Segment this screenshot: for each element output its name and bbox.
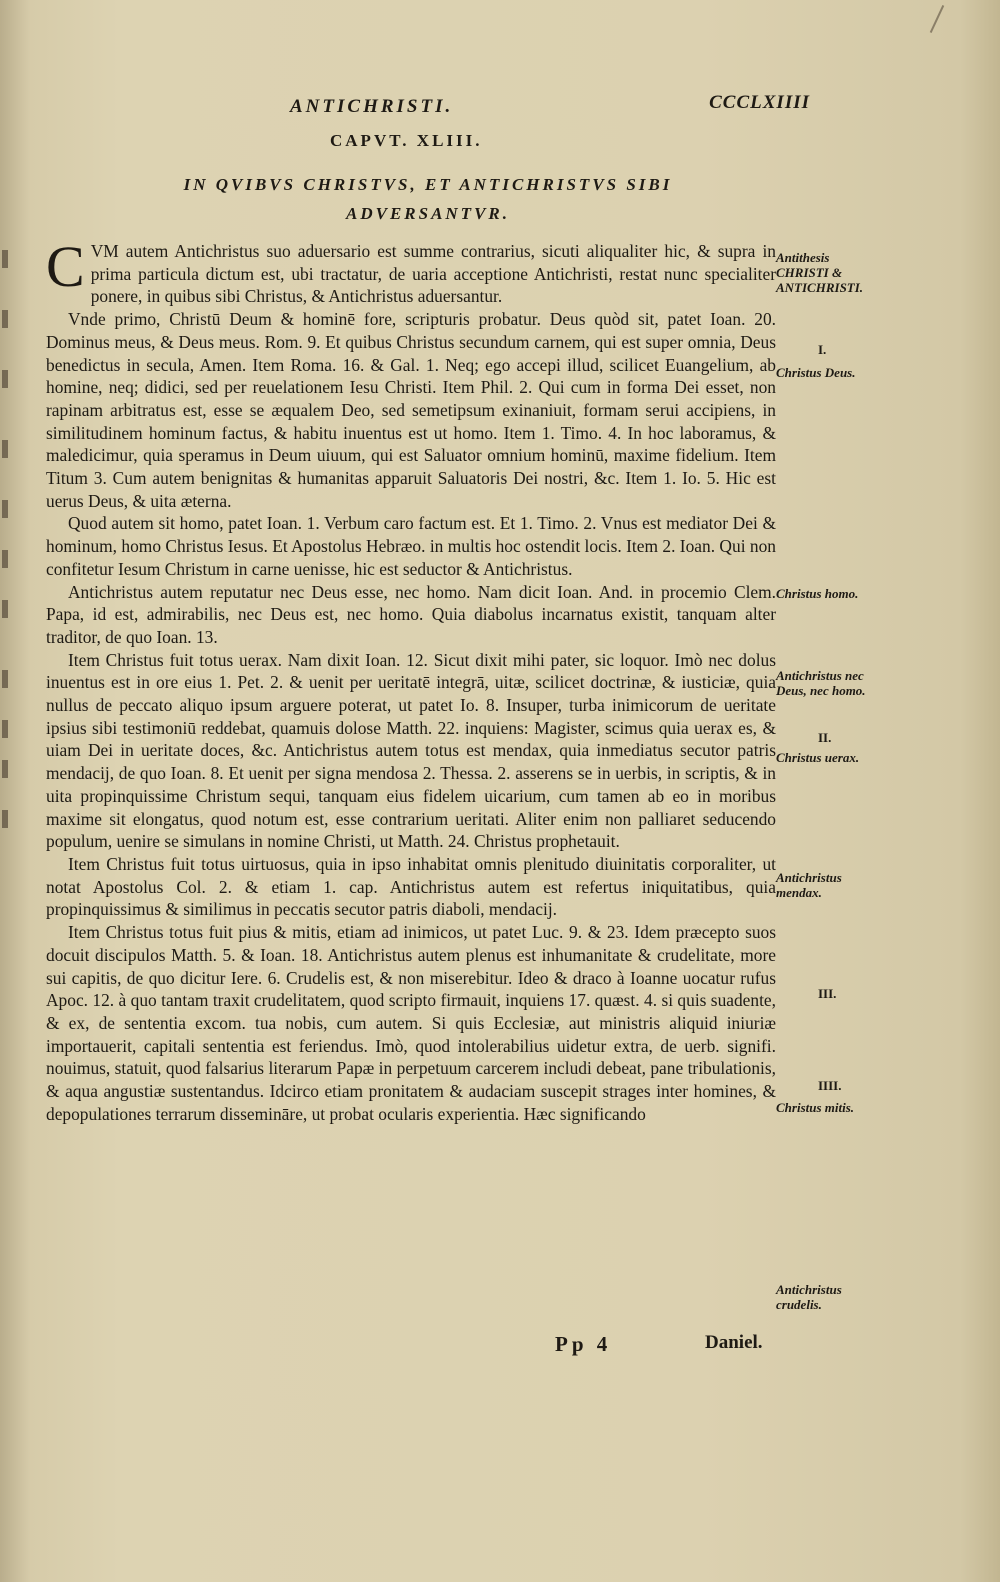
paragraph: Item Christus totus fuit pius & mitis, etiam ad inimicos, ut patet Luc. 9. & 23. Idem præcepto suos docuit discipulos Matth. 5. & Ioan. 18. Antichristus autem plenus est inhumanitate & crudelitate, more sui capitis, de quo dicitur Iere. 6. Crudelis est, & non miserebitur. Ideo & draco à Ioanne uocatur rufus Apoc. 12. à quo tantam traxit crudelitatem, quod scripto firmauit, inquiens 17. quæst. 4. si quis suadente, & ex, de sententia excom. tua nobis, cum autem. Si quis Ecclesiæ, aut ministris aliquid iniuriæ importauerit, capitali sententia est feriendus. Imò, quod intolerabilius uidetur extra, de uerb. signifi. nouimus, statuit, quod falsarius literarum Papæ in perpetuum carcerem includi debeat, pane tribulationis, & aqua angustiæ sustentandus. Idcirco etiam pronitatem & audaciam suscepit strages inter homines, & depopulationes terrarum dissemināre, ut probat ocularis experientia. Hæc significando xyxy=(46,922,776,1124)
folio-number: CCCLXIIII xyxy=(709,92,810,113)
margin-numeral: II. xyxy=(818,730,832,745)
paragraph: Item Christus fuit totus uerax. Nam dixit Ioan. 12. Sicut dixit mihi pater, sic loquor. Imò nec dolus inuentus est in ore eius 1. Pet. 2. & uenit per ueritatē integrā, uitæ, scilicet doctrinæ, & iusticiæ, quia nullus de peccato aliquo ipsum arguere poterat, ut patet Io. 8. Insuper, turba inimicorum de ueritate ipsius sibi testimoniū reddebat, quamuis dolose Matth. 22. inquiens: Magister, scimus quia uerax es, & uiam Dei in ueritate doces, &c. Antichristus autem totus est mendax, quia inmediatus secutor patris mendacij, de quo Ioan. 8. Et uenit per signa mendosa 2. Thessa. 2. asserens se in uerbis, in scriptis, & in uita propinquissime Christum sequi, tanquam eius fidelem uicarium, cum tamen ab eo in moribus maxime sit elongatus, quod notum est, esse contrarium ueritati. Aliter enim non palliaret seducendo populum, uenire se simulans in nomine Christi, ut Matth. 24. Christus prophetauit. xyxy=(46,649,776,852)
margin-note: Christus mitis. xyxy=(776,1100,855,1115)
margin-numeral: III. xyxy=(818,986,837,1001)
margin-note: Christus homo. xyxy=(776,586,859,601)
paragraph: Antichristus autem reputatur nec Deus esse, nec homo. Nam dicit Ioan. And. in procemio Clem. Papa, id est, admirabilis, nec Deus est, nec homo. Quia diabolus incarnatus existit, tanquam alter traditor, de quo Ioan. 13. xyxy=(46,581,776,647)
paragraph: Quod autem sit homo, patet Ioan. 1. Verbum caro factum est. Et 1. Timo. 2. Vnus est mediator Dei & hominum, homo Christus Iesus. Et Apostolus Hebræo. in multis hoc ostendit locis. Item 2. Ioan. Qui non confitetur Iesum Christum in carne uenisse, hic est seductor & Antichristus. xyxy=(46,513,776,579)
paragraph: Vnde primo, Christū Deum & hominē fore, scripturis probatur. Deus quòd sit, patet Ioan. 20. Dominus meus, & Deus meus. Rom. 9. Et quibus Christus secundum carnem, qui est super omnia, Deus benedictus in secula, Amen. Item Roma. 16. & Gal. 1. Neq; ego accepi illud, scilicet Euangelium, ab homine, neq; didici, sed per reuelationem Iesu Christi. Item Phil. 2. Qui cum in forma Dei esset, non rapinam arbitratus est, esse se æqualem Deo, sed semetipsum exinaniuit, formam serui accipiens, in similitudinem hominum factus, & habitu inuentus est ut homo. Item 1. Timo. 4. In hoc laboramus, & maledicimur, quia speramus in Deum uiuum, qui est Saluator omnium hominū, maxime fidelium. Item Titum 3. Cum autem benignitas & humanitas apparuit Saluatoris Dei nostri, &c. Item 1. Io. 5. Hic est uerus Deus, & uita æterna. xyxy=(46,309,776,511)
chapter-title: IN QVIBVS CHRISTVS, ET ANTICHRISTVS SIBI ADVERSANTVR. xyxy=(183,175,673,223)
margin-note: Antichristus mendax. xyxy=(776,870,842,900)
drop-cap: C xyxy=(46,234,85,299)
paragraph xyxy=(46,234,776,308)
margin-note: Antichristus nec Deus, nec homo. xyxy=(776,668,866,698)
running-head: ANTICHRISTI. xyxy=(290,96,454,117)
margin-note: Antichristus crudelis. xyxy=(776,1282,842,1312)
paragraph: Item Christus fuit totus uirtuosus, quia in ipso inhabitat omnis plenitudo diuinitatis corporaliter, ut notat Apostolus Col. 2. & etiam 1. cap. Antichristus autem est refertus iniquitatibus, quia propinquissimus & similimus in peccatis secutor patris diaboli, mendacij. xyxy=(46,853,776,920)
ink-stroke-mark xyxy=(930,5,944,33)
catchword: Daniel. xyxy=(705,1332,763,1353)
margin-numeral: I. xyxy=(818,342,827,357)
main-text-block xyxy=(46,234,776,1125)
paragraph-text: VM autem Antichristus suo aduersario est summe contrarius, sicuti aliqualiter hic, & supra in prima particula dictum est, ubi tractatur, de uaria acceptione Antichristi, restat nunc specialiter ponere, in quibus sibi Christus, & Antichristus aduersantur. xyxy=(90,241,776,307)
margin-note: Christus Deus. xyxy=(776,365,856,380)
margin-note: Antithesis CHRISTI & ANTICHRISTI. xyxy=(776,250,864,295)
signature-mark: Pp 4 xyxy=(555,1332,612,1356)
chapter-number: CAPVT. XLIII. xyxy=(330,131,483,150)
margin-note: Christus uerax. xyxy=(776,750,860,765)
binding-edge-marks xyxy=(0,250,14,850)
margin-numeral: IIII. xyxy=(818,1078,842,1093)
